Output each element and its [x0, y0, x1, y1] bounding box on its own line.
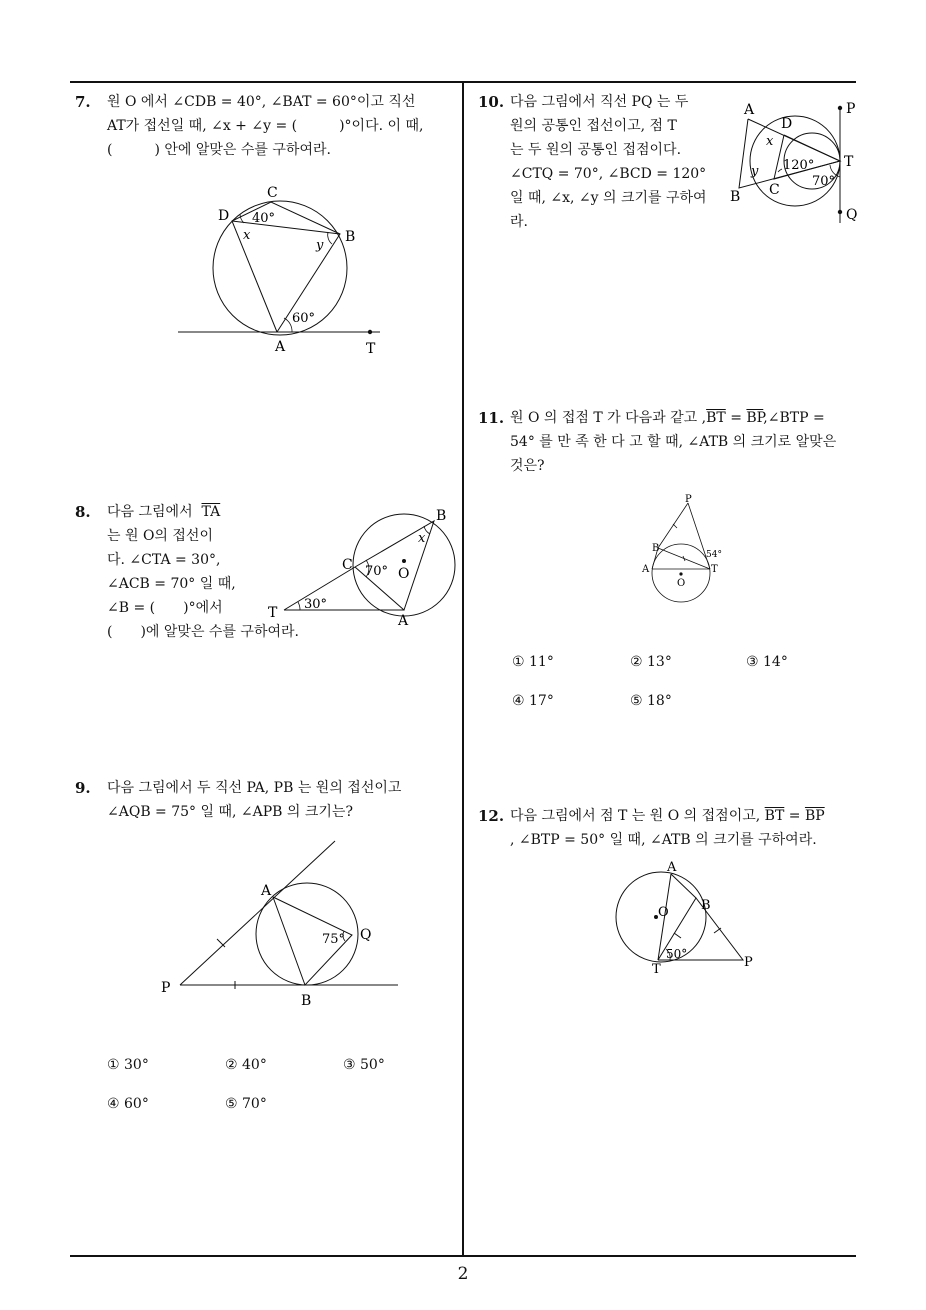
label-d: D [218, 208, 230, 224]
q11-figure [636, 493, 736, 608]
label-c: C [342, 557, 353, 573]
label-y: y [751, 164, 759, 179]
column-divider [462, 81, 464, 1257]
label-40: 40° [252, 211, 276, 226]
question-number: 8. [75, 503, 91, 521]
q7-figure [170, 180, 400, 365]
question-text-line: 것은? [510, 458, 545, 474]
q7-point-t [368, 330, 372, 334]
q10-arc-120 [778, 169, 782, 172]
label-c: C [267, 185, 278, 201]
label-a: A [642, 564, 650, 575]
label-p: P [744, 955, 753, 970]
question-text-line: 다음 그림에서 직선 PQ 는 두 [510, 94, 689, 110]
label-120: 120° [783, 158, 815, 173]
question-text-part: = [784, 808, 805, 824]
label-o: O [658, 905, 669, 920]
question-text-part: 다음 그림에서 점 T 는 원 O 의 접점이고, [510, 808, 765, 824]
label-y: y [316, 238, 324, 253]
question-text-line: 원의 공통인 접선이고, 점 T [510, 118, 677, 134]
label-q: Q [360, 927, 372, 943]
label-70: 70° [812, 174, 836, 189]
label-a: A [398, 613, 409, 629]
question-11 [478, 406, 858, 478]
question-text-part: 원 O 의 접점 T 가 다음과 같고 , [510, 410, 707, 426]
q12-tick-bp [714, 928, 721, 933]
question-number: 12. [478, 807, 505, 825]
question-text-line: ( )에 알맞은 수를 구하여라. [107, 624, 299, 640]
label-b: B [652, 543, 660, 554]
label-q: Q [846, 207, 858, 223]
question-text-line: ( ) 안에 알맞은 수를 구하여라. [107, 142, 331, 158]
question-text-line: 54° 를 만 족 한 다 고 할 때, ∠ATB 의 크기로 알맞은 [510, 434, 837, 450]
label-p: P [685, 494, 692, 505]
segment-bp: $\overline{BP}$ [804, 808, 825, 824]
label-a: A [667, 860, 677, 875]
question-number: 7. [75, 93, 91, 111]
q8-center-dot [402, 559, 406, 563]
choice-2[interactable]: ② 13° [630, 654, 672, 670]
segment-bt: $\overline{BT}$ [706, 410, 726, 426]
question-text-line: 다. ∠CTA = 30°, [107, 552, 221, 568]
question-text-line: 원 O 에서 ∠CDB = 40°, ∠BAT = 60°이고 직선 [107, 94, 416, 110]
label-t: T [652, 962, 661, 977]
question-text-part: ,∠BTP = [763, 410, 825, 426]
label-p: P [161, 980, 171, 996]
question-text-line: 일 때, ∠x, ∠y 의 크기를 구하여 [510, 190, 707, 206]
label-b: B [701, 898, 711, 913]
label-30: 30° [304, 597, 328, 612]
question-text-line: AT가 접선일 때, ∠x + ∠y = ( )°이다. 이 때, [107, 118, 424, 134]
page-number: 2 [457, 1264, 469, 1284]
q8-arc-30 [298, 602, 300, 610]
label-o: O [677, 578, 686, 589]
choice-3[interactable]: ③ 14° [746, 654, 788, 670]
question-text-line: ∠CTQ = 70°, ∠BCD = 120° [510, 166, 707, 182]
q8-figure [262, 505, 462, 630]
label-d: D [781, 116, 793, 132]
segment-ta: $\overline{TA}$ [201, 504, 221, 520]
question-text-part: 다음 그림에서 [107, 504, 193, 520]
label-a: A [744, 102, 755, 118]
label-75: 75° [322, 932, 346, 947]
label-t: T [366, 341, 376, 357]
label-b: B [730, 189, 741, 205]
choice-5[interactable]: ⑤ 18° [630, 693, 672, 709]
question-text-line: 는 원 O의 접선이 [107, 528, 213, 544]
q7-quad-1 [232, 202, 340, 332]
question-text-line: ∠ACB = 70° 일 때, [107, 576, 236, 592]
q10-point-p [838, 106, 842, 110]
label-p: P [846, 101, 856, 117]
question-text-line: 는 두 원의 공통인 접점이다. [510, 142, 682, 158]
q10-point-q [838, 210, 842, 214]
q9-figure [155, 835, 415, 1015]
choice-5[interactable]: ⑤ 70° [225, 1096, 267, 1112]
question-text-line: 다음 그림에서 두 직선 PA, PB 는 원의 접선이고 [107, 780, 402, 796]
question-9 [75, 776, 455, 824]
label-b: B [345, 229, 356, 245]
question-text-line: ∠B = ( )°에서 [107, 600, 223, 616]
question-12 [478, 804, 858, 852]
segment-bp: $\overline{BP}$ [746, 410, 764, 426]
q9-line-pa [180, 841, 335, 985]
question-text-part: = [725, 410, 747, 426]
question-number: 10. [478, 93, 505, 111]
label-54: 54° [706, 550, 722, 560]
label-70: 70° [365, 564, 389, 579]
q11-tick-pb [673, 524, 677, 528]
question-text-line: 라. [510, 214, 528, 230]
question-text-line [510, 406, 858, 430]
q11-line-pb [658, 503, 688, 548]
q12-tick-bt [674, 933, 681, 938]
bottom-rule [70, 1255, 856, 1257]
q9-tick-pa [217, 939, 225, 947]
label-t: T [711, 564, 718, 575]
question-text-line: , ∠BTP = 50° 일 때, ∠ATB 의 크기를 구하여라. [510, 832, 817, 848]
label-b: B [301, 993, 312, 1009]
label-a: A [261, 883, 272, 899]
choice-4[interactable]: ④ 60° [107, 1096, 149, 1112]
label-x: x [418, 531, 426, 546]
choice-1[interactable]: ① 30° [107, 1057, 149, 1073]
label-x: x [766, 134, 774, 149]
q7-arc-y [328, 232, 332, 244]
label-c: C [769, 182, 780, 198]
label-a: A [275, 339, 286, 355]
label-60: 60° [292, 311, 316, 326]
question-number: 9. [75, 779, 91, 797]
question-text-line [510, 804, 858, 828]
q11-center-dot [679, 572, 682, 575]
choice-1[interactable]: ① 11° [512, 654, 554, 670]
label-50: 50° [666, 947, 688, 961]
choice-4[interactable]: ④ 17° [512, 693, 554, 709]
q12-figure [606, 860, 766, 980]
q10-figure [726, 95, 866, 235]
choice-2[interactable]: ② 40° [225, 1057, 267, 1073]
question-7 [75, 90, 455, 162]
segment-bt: $\overline{BT}$ [764, 808, 785, 824]
choice-3[interactable]: ③ 50° [343, 1057, 385, 1073]
label-b: B [436, 508, 447, 524]
label-t: T [268, 605, 278, 621]
question-text-line: ∠AQB = 75° 일 때, ∠APB 의 크기는? [107, 804, 353, 820]
label-o: O [398, 566, 410, 582]
question-10 [478, 90, 723, 234]
label-x: x [243, 228, 251, 243]
label-t: T [844, 154, 854, 170]
question-number: 11. [478, 409, 505, 427]
